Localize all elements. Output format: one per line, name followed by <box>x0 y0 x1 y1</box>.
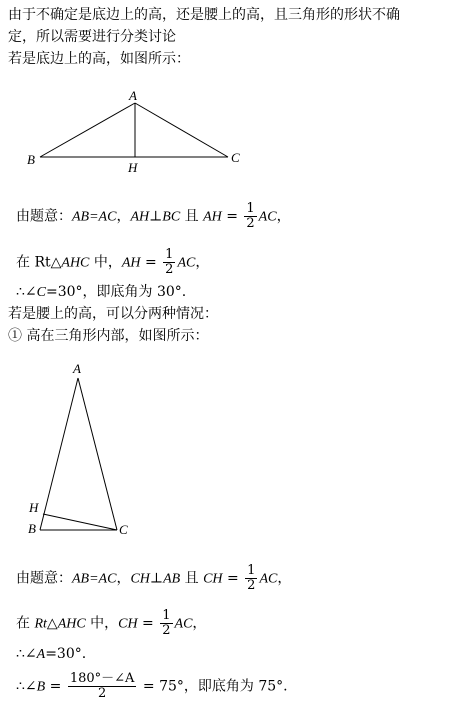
fig2-label-a: A <box>73 361 81 376</box>
case1-conclusion: ∴∠C=30°，即底角为 30°. <box>16 284 187 300</box>
case2-final: ∴∠B = $\frac{180^\circ-\angle A}{2}$ = 75°，即底角为 75°. <box>16 671 288 701</box>
fig1-side-ac <box>135 103 228 157</box>
fig2-label-c: C <box>119 522 128 537</box>
fig2-side-ab <box>40 378 78 530</box>
fig2-altitude-ch <box>43 514 117 530</box>
fig1-label-h: H <box>128 160 138 175</box>
fig1-label-b: B <box>27 152 35 167</box>
fig2-label-h: H <box>29 500 39 515</box>
intro-line-3: 若是底边上的高，如图所示： <box>8 51 190 67</box>
intro-line-1: 由于不确定是底边上的高，还是腰上的高，且三角形的形状不确 <box>8 7 400 23</box>
case2-intro-line-1: 若是腰上的高，可以分两种情况： <box>8 306 218 322</box>
fig2-side-ac <box>78 378 117 530</box>
fig1-side-ab <box>40 103 135 157</box>
case2-intro-line-2: ① 高在三角形内部，如图所示： <box>8 328 209 344</box>
case1-rt: 在 Rt△AHC 中，AH = $\frac{1}{2}$ AC， <box>16 247 210 277</box>
figure-1-lines <box>40 103 228 157</box>
case2-conclusion: ∴∠A=30°. <box>16 646 87 662</box>
case2-given: 由题意：AB=AC，CH⊥AB 且 CH = $\frac{1}{2}$ AC， <box>16 563 292 593</box>
case2-rt-fraction: $\frac{1}{2}$ <box>162 608 171 638</box>
fig1-label-c: C <box>231 150 240 165</box>
case2-final-fraction: $\frac{180^\circ-\angle A}{2}$ <box>69 671 135 701</box>
case2-fraction: $\frac{1}{2}$ <box>247 563 256 593</box>
fig2-label-b: B <box>28 521 36 536</box>
figure-2-lines <box>40 378 117 530</box>
case1-fraction: $\frac{1}{2}$ <box>246 201 255 231</box>
fig1-label-a: A <box>129 88 137 103</box>
case1-rt-fraction: $\frac{1}{2}$ <box>165 247 174 277</box>
case1-given: 由题意：AB=AC，AH⊥BC 且 AH = $\frac{1}{2}$ AC， <box>16 201 291 231</box>
intro-line-2: 定，所以需要进行分类讨论 <box>8 29 176 45</box>
case2-rt: 在 Rt△AHC 中，CH = $\frac{1}{2}$ AC， <box>16 608 207 638</box>
